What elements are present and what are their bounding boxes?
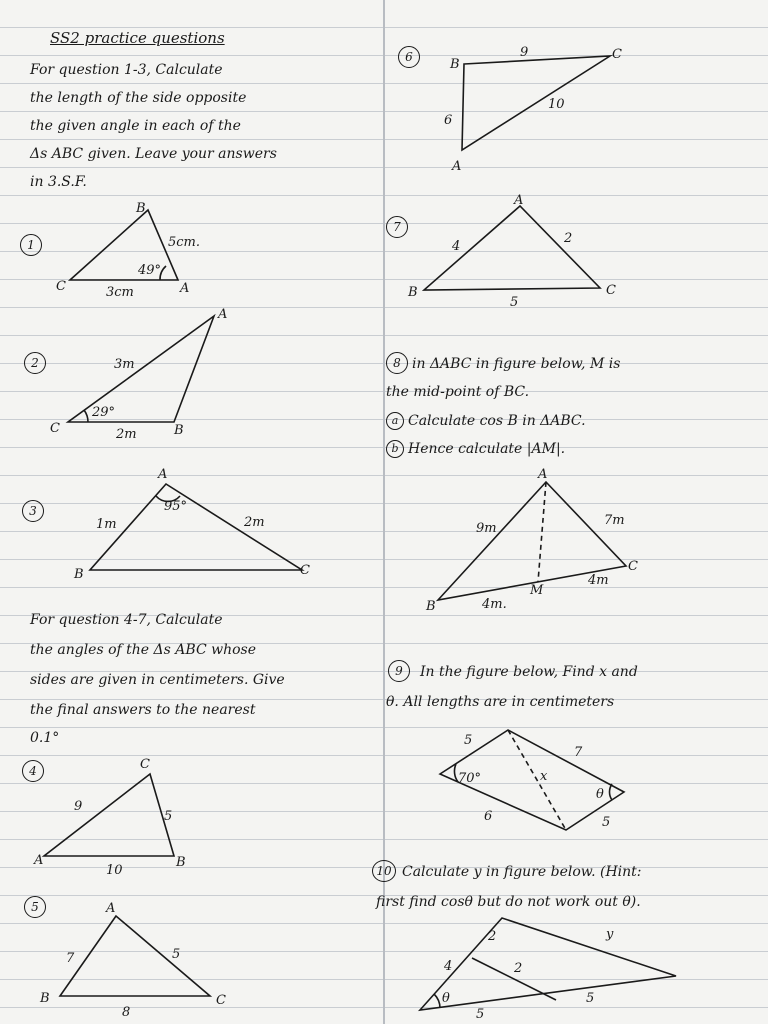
- vertex-label: A: [452, 159, 462, 174]
- side-label: 1m: [96, 517, 117, 532]
- question-text: In the figure below, Find x and: [420, 664, 638, 680]
- side-label: 3cm: [106, 285, 134, 300]
- side-label: 2: [564, 231, 573, 246]
- question-number: 10: [372, 860, 396, 882]
- side-label: 4m.: [482, 597, 507, 612]
- question-text: first find cosθ but do not work out θ).: [376, 894, 641, 910]
- page-heading: SS2 practice questions: [50, 29, 225, 47]
- vertex-label: C: [56, 279, 66, 294]
- vertex-label: C: [216, 993, 226, 1008]
- angle-label: θ: [596, 787, 604, 802]
- side-label: 5: [476, 1007, 485, 1022]
- vertex-label: A: [514, 193, 524, 208]
- question-number: 6: [398, 46, 420, 68]
- side-label: 9: [74, 799, 83, 814]
- side-label: 7: [66, 951, 75, 966]
- side-label: 6: [484, 809, 493, 824]
- side-label: 5: [510, 295, 519, 310]
- question-part: Hence calculate |AM|.: [408, 441, 566, 457]
- vertex-label: A: [34, 853, 44, 868]
- side-label: 4m: [588, 573, 609, 588]
- intro-line: the given angle in each of the: [30, 118, 241, 134]
- vertex-label: B: [450, 57, 460, 72]
- vertex-label: B: [74, 567, 84, 582]
- angle-label: 95°: [164, 499, 188, 514]
- vertex-label: C: [140, 757, 150, 772]
- vertex-label: C: [50, 421, 60, 436]
- vertex-label: M: [530, 583, 544, 598]
- side-label: 2: [488, 929, 497, 944]
- question-number: 9: [388, 660, 410, 682]
- side-label: y: [606, 927, 614, 942]
- side-label: 5: [586, 991, 595, 1006]
- angle-arc: [434, 994, 440, 1008]
- question-number: 5: [24, 896, 46, 918]
- side-label: 7m: [604, 513, 625, 528]
- question-text: the mid-point of BC.: [386, 384, 530, 400]
- instruction-line: For question 4-7, Calculate: [30, 612, 223, 628]
- side-label: 7: [574, 745, 583, 760]
- question-number: 8: [386, 352, 408, 374]
- question-part: Calculate cos B in ΔABC.: [408, 413, 586, 429]
- intro-line: For question 1-3, Calculate: [30, 62, 223, 78]
- vertex-label: A: [158, 467, 168, 482]
- part-label: b: [386, 440, 404, 458]
- question-number: 4: [22, 760, 44, 782]
- side-label: 2: [514, 961, 523, 976]
- instruction-line: the angles of the Δs ABC whose: [30, 642, 257, 658]
- side-label: 5cm.: [168, 235, 201, 250]
- vertex-label: C: [606, 283, 616, 298]
- question-number: 2: [24, 352, 46, 374]
- question-number: 3: [22, 500, 44, 522]
- side-label: 8: [122, 1005, 131, 1020]
- diagonal-label: x: [540, 769, 548, 784]
- angle-label: 49°: [138, 263, 162, 278]
- question-text: Calculate y in figure below. (Hint:: [402, 864, 642, 880]
- side-label: 5: [164, 809, 173, 824]
- vertex-label: A: [180, 281, 190, 296]
- side-label: 5: [464, 733, 473, 748]
- angle-label: θ: [442, 991, 450, 1006]
- vertex-label: B: [40, 991, 50, 1006]
- instruction-line: the final answers to the nearest: [30, 702, 256, 718]
- intro-line: the length of the side opposite: [30, 90, 247, 106]
- instruction-line: 0.1°: [30, 730, 60, 746]
- side-label: 4: [444, 959, 453, 974]
- vertex-label: B: [174, 423, 184, 438]
- vertex-label: C: [628, 559, 638, 574]
- side-label: 9: [520, 45, 529, 60]
- angle-label: 29°: [92, 405, 116, 420]
- question-number: 1: [20, 234, 42, 256]
- side-label: 3m: [114, 357, 135, 372]
- angle-label: 70°: [458, 771, 482, 786]
- question-number: 7: [386, 216, 408, 238]
- vertex-label: A: [106, 901, 116, 916]
- vertex-label: A: [218, 307, 228, 322]
- question-text: in ΔABC in figure below, M is: [412, 356, 621, 372]
- vertex-label: B: [176, 855, 186, 870]
- side-label: 2m: [116, 427, 137, 442]
- side-label: 4: [452, 239, 461, 254]
- instruction-line: sides are given in centimeters. Give: [30, 672, 285, 688]
- vertex-label: C: [300, 563, 310, 578]
- side-label: 9m: [476, 521, 497, 536]
- side-label: 2m: [244, 515, 265, 530]
- vertex-label: B: [136, 201, 146, 216]
- vertex-label: B: [408, 285, 418, 300]
- vertex-label: A: [538, 467, 548, 482]
- part-label: a: [386, 412, 404, 430]
- vertex-label: C: [612, 47, 622, 62]
- side-label: 6: [444, 113, 453, 128]
- side-label: 10: [548, 97, 565, 112]
- side-label: 5: [172, 947, 181, 962]
- intro-line: Δs ABC given. Leave your answers: [30, 146, 277, 162]
- intro-line: in 3.S.F.: [30, 174, 87, 190]
- question-text: θ. All lengths are in centimeters: [386, 694, 615, 710]
- side-label: 5: [602, 815, 611, 830]
- vertex-label: B: [426, 599, 436, 614]
- side-label: 10: [106, 863, 123, 878]
